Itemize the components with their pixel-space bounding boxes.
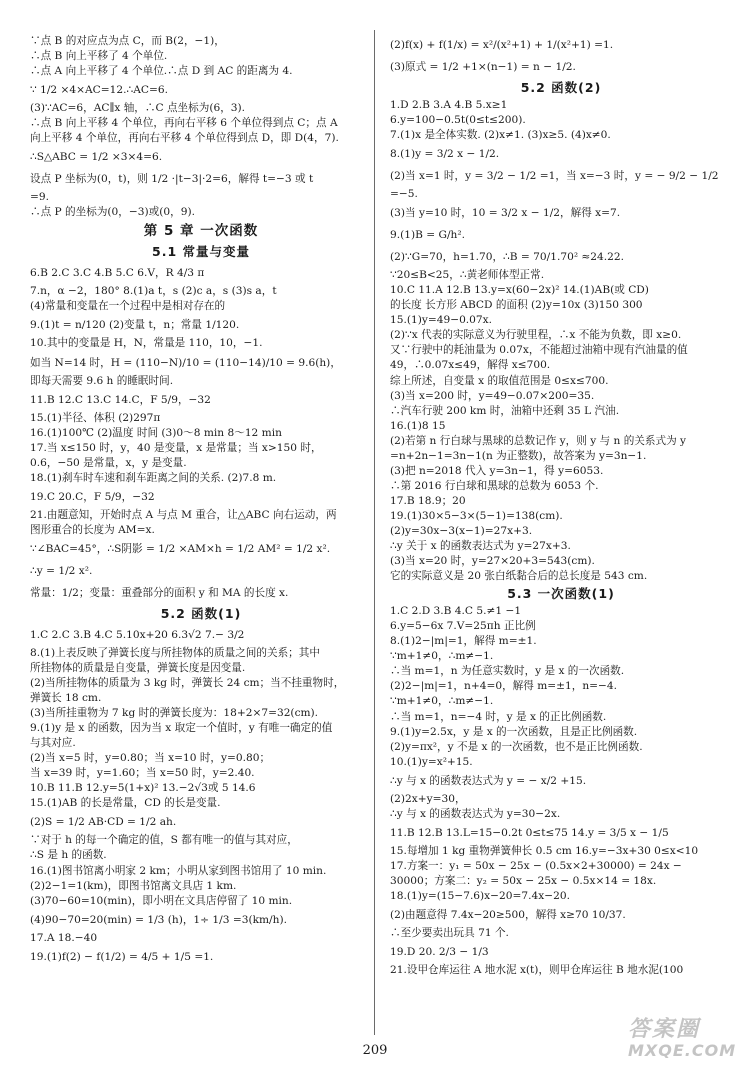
answer-line: 0.6，−50 是常量，x，y 是变量. (30, 456, 187, 469)
answer-line: 它的实际意义是 20 张白纸黏合后的总长度是 543 cm. (390, 570, 648, 583)
answer-line: 16.(1)8 15 (390, 419, 446, 432)
answers-5-3-1 (390, 604, 732, 978)
answer-line: 7.(1)x 是全体实数. (2)x≠1. (3)x≥5. (4)x≠0. (390, 129, 611, 142)
answer-line: (2)当 x=1 时，y = 3/2 − 1/2 =1，当 x=−3 时，y = − 9/2 − 1/2 (390, 170, 719, 183)
answer-line: 49，∴0.07x≤49，解得 x≤700. (390, 359, 551, 372)
answer-line: 与其对应. (30, 737, 76, 750)
answer-line: 17.方案一：y₁ = 50x − 25x − (0.5x×2+30000) = 24x − (390, 859, 682, 872)
answer-line: 17.A 18.−40 (30, 931, 98, 944)
answer-line: 6.B 2.C 3.C 4.B 5.C 6.V，R 4/3 π (30, 267, 205, 280)
answer-line: =n+2n−1=3n−1(n 为正整数)，故答案为 y=3n−1. (390, 449, 647, 462)
answers-5-2-2 (390, 98, 732, 584)
answers-5-2-1-cont (390, 34, 732, 78)
answer-line: ∴第 2016 行白球和黑球的总数为 6053 个. (390, 479, 599, 492)
answer-line: 6.y=100−0.5t(0≤t≤200). (390, 114, 526, 127)
answer-line: 1.C 2.D 3.B 4.C 5.≠1 −1 (390, 605, 522, 618)
answer-line: 设点 P 坐标为(0，t)，则 1/2 ·|t−3|·2=6，解得 t=−3 或 t (30, 173, 314, 186)
answer-line: 弹簧长 18 cm. (30, 692, 102, 705)
answer-line: (2)2x+y=30， (390, 792, 466, 805)
answer-line: =−5. (390, 188, 418, 201)
answer-line: 11.B 12.B 13.L=15−0.2t 0≤t≤75 14.y = 3/5 x − 1/5 (390, 826, 669, 839)
answer-line: 即每天需要 9.6 h 的睡眠时间. (30, 374, 174, 387)
answer-line: 6.y=5−6x 7.V=25πh 正比例 (390, 620, 536, 633)
watermark-logo (628, 1018, 740, 1066)
section-title-5-3-1: 5.3 一次函数(1) (507, 586, 615, 602)
answer-line: ∴点 A 向上平移了 4 个单位.∴点 D 到 AC 的距离为 4. (30, 65, 293, 78)
answer-line: 15.每增加 1 kg 重物弹簧伸长 0.5 cm 16.y=−3x+30 0≤x<10 (390, 844, 699, 857)
answers-5-2-1 (30, 624, 372, 968)
answer-line: (3)把 n=2018 代入 y=3n−1，得 y=6053. (390, 464, 604, 477)
answer-line: 向上平移 4 个单位，再向右平移 4 个单位得到点 D，即 D(4，7). (30, 132, 339, 145)
answer-line: 9.(1)y 是 x 的函数，因为当 x 取定一个值时，y 有唯一确定的值 (30, 722, 333, 735)
answer-line: 16.(1)图书馆离小明家 2 km；小明从家到图书馆用了 10 min. (30, 864, 327, 877)
answer-line: 16.(1)100℃ (2)温度 时间 (3)0～8 min 8～12 min (30, 426, 282, 439)
answer-line: (3)当所挂重物为 7 kg 时的弹簧长度为：18+2×7=32(cm). (30, 707, 319, 720)
answer-line: ∴y 与 x 的函数表达式为 y = − x/2 +15. (390, 774, 587, 787)
answer-line: 19.C 20.C，F 5/9，−32 (30, 490, 155, 503)
section-title-5-2-2: 5.2 函数(2) (520, 80, 602, 95)
answer-line: ∴S△ABC = 1/2 ×3×4=6. (30, 151, 163, 164)
answer-line: ∴当 m=1，n=−4 时，y 是 x 的正比例函数. (390, 710, 607, 723)
answer-line: (3)当 y=10 时，10 = 3/2 x − 1/2，解得 x=7. (390, 207, 621, 220)
answer-line: 15.(1)y=49−0.07x. (390, 314, 493, 327)
answer-line: 9.(1)y=2.5x，y 是 x 的一次函数，且是正比例函数. (390, 725, 638, 738)
answer-line: 所挂物体的质量是自变量，弹簧长度是因变量. (30, 661, 246, 674)
answer-line: ∴汽车行驶 200 km 时，油箱中还剩 35 L 汽油. (390, 404, 620, 417)
answer-line: 常量：1/2；变量：重叠部分的面积 y 和 MA 的长度 x. (30, 586, 289, 599)
answer-line: 19.D 20. 2/3 − 1/3 (390, 946, 489, 959)
answer-line: (2)∵G=70，h=1.70，∴B = 70/1.70² ≈24.22. (390, 251, 624, 264)
answer-line: ∵ 1/2 ×4×AC=12.∴AC=6. (30, 84, 168, 97)
answer-line: 15.(1)AB 的长是常量，CD 的长是变量. (30, 797, 221, 810)
answer-line: ∴当 m=1，n 为任意实数时，y 是 x 的一次函数. (390, 665, 625, 678)
answer-line: (3)∵AC=6，AC∥x 轴，∴C 点坐标为(6，3). (30, 102, 246, 115)
answer-line: 18.(1)y=(15−7.6)x−20=7.4x−20. (390, 889, 570, 902)
answer-line: 21.由题意知，开始时点 A 与点 M 重合，让△ABC 向右运动，两 (30, 508, 337, 521)
answer-line: 7.n，α −2，180° 8.(1)a t，s (2)c a，s (3)s a，t (30, 285, 277, 298)
answer-line: ∴点 P 的坐标为(0，−3)或(0，9). (30, 206, 195, 219)
answer-line: (2)由题意得 7.4x−20≥500，解得 x≥70 10/37. (390, 908, 626, 921)
watermark-url: MXQE.COM (628, 1041, 737, 1060)
answer-line: ∵对于 h 的每一个确定的值，S 都有唯一的值与其对应， (30, 834, 298, 847)
answer-line: ∴y 关于 x 的函数表达式为 y=27x+3. (390, 540, 571, 553)
answer-line: =9. (30, 191, 49, 204)
answer-line: ∵点 B 的对应点为点 C，而 B(2，−1)， (30, 35, 225, 47)
answer-line: 当 x=39 时，y=1.60；当 x=50 时，y=2.40. (30, 767, 255, 780)
answer-line: (2)S = 1/2 AB·CD = 1/2 ah. (30, 816, 177, 829)
answer-line: 8.(1)y = 3/2 x − 1/2. (390, 148, 500, 161)
answers-5-1 (30, 262, 372, 604)
answer-line: 10.C 11.A 12.B 13.y=x(60−2x)² 14.(1)AB(或 CD) (390, 284, 649, 297)
answer-line: 30000；方案二：y₂ = 50x − 25x − 0.5x×14 = 18x. (390, 874, 657, 887)
chapter-title: 第 5 章 一次函数 (143, 223, 259, 240)
answer-line: 9.(1)B = G/h². (390, 229, 465, 242)
answer-line: ∴点 B 向上平移 4 个单位，再向右平移 6 个单位得到点 C；点 A (30, 117, 338, 130)
answer-line: ∴y = 1/2 x². (30, 564, 93, 577)
right-column (390, 34, 732, 978)
answer-line: 又∵行驶中的耗油量为 0.07x，不能超过油箱中现有汽油量的值 (390, 344, 688, 357)
answer-line: 15.(1)半径、体积 (2)297π (30, 411, 161, 424)
answer-line: 10.其中的变量是 H，N，常量是 110，10，−1. (30, 337, 263, 350)
watermark-text: 答案圈 (628, 1017, 701, 1042)
left-column (30, 34, 372, 968)
answer-line: (3)当 x=200 时，y=49−0.07×200=35. (390, 389, 595, 402)
answer-line: 19.(1)30×5−3×(5−1)=138(cm). (390, 509, 563, 522)
answer-line: 19.(1)f(2) − f(1/2) = 4/5 + 1/5 =1. (30, 950, 214, 963)
answer-line: 9.(1)t = n/120 (2)变量 t，n；常量 1/120. (30, 319, 240, 332)
answer-line: 17.B 18.9；20 (390, 494, 466, 507)
answer-line: (3)70−60=10(min)，即小明在文具店停留了 10 min. (30, 894, 293, 907)
answer-line: ∴至少要卖出玩具 71 个. (390, 926, 509, 939)
answer-line: (2)2−|m|=1，n+4=0，解得 m=±1，n=−4. (390, 680, 618, 693)
answer-line: (2)若第 n 行白球与黑球的总数记作 y，则 y 与 n 的关系式为 y (390, 434, 687, 447)
section-title-5-2-1: 5.2 函数(1) (160, 605, 242, 621)
answer-line: 11.B 12.C 13.C 14.C，F 5/9，−32 (30, 393, 211, 406)
answer-line: ∵m+1≠0，∴m≠−1. (390, 650, 494, 663)
answer-line: 18.(1)刹车时车速和刹车距离之间的关系. (2)7.8 m. (30, 471, 277, 484)
answer-line: (2)当所挂物体的质量为 3 kg 时，弹簧长 24 cm；当不挂重物时， (30, 676, 345, 689)
answer-line: 综上所述，自变量 x 的取值范围是 0≤x≤700. (390, 374, 609, 387)
answer-line: 8.(1)上表反映了弹簧长度与所挂物体的质量之间的关系；其中 (30, 646, 320, 659)
answer-line: (2)y=30x−3(x−1)=27x+3. (390, 524, 533, 537)
answer-line: 1.C 2.C 3.B 4.C 5.10x+20 6.3√2 7.− 3/2 (30, 628, 245, 641)
answer-line: ∵m+1≠0，∴m≠−1. (390, 695, 494, 708)
answer-line: 17.当 x≤150 时，y，40 是变量，x 是常量；当 x>150 时， (30, 441, 322, 454)
answer-line: 8.(1)2−|m|=1，解得 m=±1. (390, 635, 537, 648)
answer-line: 1.D 2.B 3.A 4.B 5.x≥1 (390, 99, 508, 111)
answer-line: (2)∵x 代表的实际意义为行驶里程，∴x 不能为负数，即 x≥0. (390, 329, 682, 342)
answer-line: (2)2−1=1(km)，即图书馆离文具店 1 km. (30, 879, 237, 892)
answer-line: (3)当 x=20 时，y=27×20+3=543(cm). (390, 555, 595, 568)
answer-line: 21.设甲仓库运往 A 地水泥 x(t)，则甲仓库运往 B 地水泥(100 (390, 964, 684, 977)
answer-line: (2)f(x) + f(1/x) = x²/(x²+1) + 1/(x²+1) =1. (390, 39, 614, 51)
answer-line: 图形重合的长度为 AM=x. (30, 523, 155, 536)
page-number: 209 (362, 1043, 388, 1058)
section-title-5-1: 5.1 常量与变量 (152, 244, 250, 260)
answer-line: ∵20≤B<25，∴黄老师体型正常. (390, 269, 545, 282)
left-answers-prev (30, 34, 372, 220)
answer-line: 10.(1)y=x²+15. (390, 755, 473, 768)
answer-line: (4)常量和变量在一个过程中是相对存在的 (30, 300, 226, 313)
answer-line: ∴S 是 h 的函数. (30, 849, 107, 862)
answer-line: (2)y=πx²，y 不是 x 的一次函数，也不是正比例函数. (390, 740, 643, 753)
answer-line: ∴y 与 x 的函数表达式为 y=30−2x. (390, 807, 561, 820)
answer-line: 的长度 长方形 ABCD 的面积 (2)y=10x (3)150 300 (390, 299, 643, 312)
answer-line: 10.B 11.B 12.y=5(1+x)² 13.−2√3或 5 14.6 (30, 782, 256, 795)
answer-line: 如当 N=14 时，H = (110−N)/10 = (110−14)/10 = 9.6(h)， (30, 356, 341, 369)
column-divider (374, 30, 375, 1035)
answer-line: (4)90−70=20(min) = 1/3 (h)，1÷ 1/3 =3(km/h). (30, 913, 287, 926)
answer-line: ∴点 B 向上平移了 4 个单位. (30, 50, 168, 63)
answer-line: (2)当 x=5 时，y=0.80；当 x=10 时，y=0.80； (30, 752, 271, 765)
answer-line: ∵∠BAC=45°，∴S阴影 = 1/2 ×AM×h = 1/2 AM² = 1/2 x². (30, 542, 331, 555)
answer-line: (3)原式 = 1/2 +1×(n−1) = n − 1/2. (390, 61, 576, 73)
